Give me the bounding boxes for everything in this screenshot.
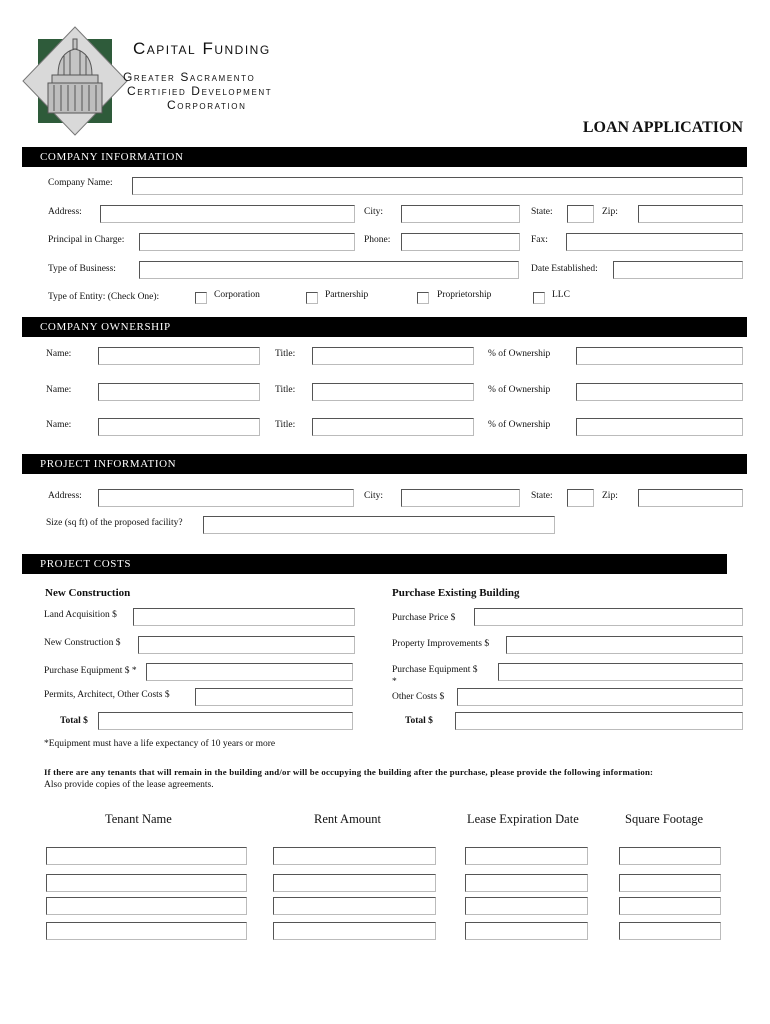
entity-type-label: Type of Entity: (Check One): (48, 292, 160, 302)
corporation-checkbox[interactable] (195, 292, 207, 304)
owner-3-pct-input[interactable] (576, 418, 743, 436)
tenant-3-name-input[interactable] (46, 897, 247, 915)
address-label: Address: (48, 207, 82, 217)
company-information-header: COMPANY INFORMATION (22, 147, 747, 167)
project-costs-header: PROJECT COSTS (22, 554, 727, 574)
tenant-4-name-input[interactable] (46, 922, 247, 940)
lease-expiration-header: Lease Expiration Date (467, 812, 579, 826)
owner-2-name-label: Name: (46, 385, 72, 395)
project-address-input[interactable] (98, 489, 354, 507)
tenant-4-rent-input[interactable] (273, 922, 436, 940)
project-zip-input[interactable] (638, 489, 743, 507)
pe-purchase-equipment-input[interactable] (498, 663, 743, 681)
owner-2-name-input[interactable] (98, 383, 260, 401)
new-construction-title: New Construction (45, 587, 131, 599)
logo-line-2: Certified Development (127, 84, 273, 98)
tenant-2-name-input[interactable] (46, 874, 247, 892)
owner-3-name-label: Name: (46, 420, 72, 430)
owner-3-name-input[interactable] (98, 418, 260, 436)
company-name-label: Company Name: (48, 178, 113, 188)
owner-2-title-label: Title: (275, 385, 296, 395)
tenant-name-header: Tenant Name (105, 812, 172, 826)
capitol-dome-logo-icon (20, 25, 130, 137)
corporation-label: Corporation (214, 290, 260, 300)
owner-1-name-input[interactable] (98, 347, 260, 365)
tenant-2-sqft-input[interactable] (619, 874, 721, 892)
tenant-1-name-input[interactable] (46, 847, 247, 865)
pe-purchase-equipment-label: Purchase Equipment $ (392, 665, 478, 675)
purchase-price-label: Purchase Price $ (392, 613, 456, 623)
other-costs-input[interactable] (457, 688, 743, 706)
project-city-input[interactable] (401, 489, 520, 507)
zip-input[interactable] (638, 205, 743, 223)
owner-3-pct-label: % of Ownership (488, 420, 551, 430)
logo-line-1: Greater Sacramento (123, 70, 256, 84)
nc-purchase-equipment-label: Purchase Equipment $ * (44, 666, 137, 676)
tenant-4-lease-input[interactable] (465, 922, 588, 940)
owner-1-title-label: Title: (275, 349, 296, 359)
tenant-1-lease-input[interactable] (465, 847, 588, 865)
tenant-2-lease-input[interactable] (465, 874, 588, 892)
tenant-1-sqft-input[interactable] (619, 847, 721, 865)
land-acquisition-input[interactable] (133, 608, 355, 626)
project-information-header: PROJECT INFORMATION (22, 454, 747, 474)
tenant-1-rent-input[interactable] (273, 847, 436, 865)
logo-line-3: Corporation (167, 98, 247, 112)
property-improvements-input[interactable] (506, 636, 743, 654)
owner-1-pct-input[interactable] (576, 347, 743, 365)
tenant-3-rent-input[interactable] (273, 897, 436, 915)
tenant-3-lease-input[interactable] (465, 897, 588, 915)
phone-label: Phone: (364, 235, 391, 245)
property-improvements-label: Property Improvements $ (392, 639, 490, 649)
owner-1-pct-label: % of Ownership (488, 349, 551, 359)
tenant-notice: If there are any tenants that will remain in the building and/or will be occupying the building after the purchase, please provide the following information: (44, 767, 654, 777)
facility-size-input[interactable] (203, 516, 555, 534)
pe-total-label: Total $ (405, 716, 433, 726)
pe-purchase-equipment-star: * (392, 677, 397, 687)
partnership-checkbox[interactable] (306, 292, 318, 304)
state-label: State: (531, 207, 553, 217)
logo (20, 25, 310, 137)
company-name-input[interactable] (132, 177, 743, 195)
date-established-label: Date Established: (531, 264, 598, 274)
fax-label: Fax: (531, 235, 548, 245)
owner-2-pct-input[interactable] (576, 383, 743, 401)
new-construction-input[interactable] (138, 636, 355, 654)
project-city-label: City: (364, 491, 384, 501)
state-input[interactable] (567, 205, 594, 223)
nc-purchase-equipment-input[interactable] (146, 663, 353, 681)
owner-1-name-label: Name: (46, 349, 72, 359)
tenant-2-rent-input[interactable] (273, 874, 436, 892)
new-construction-label: New Construction $ (44, 638, 121, 648)
project-address-label: Address: (48, 491, 82, 501)
principal-input[interactable] (139, 233, 355, 251)
phone-input[interactable] (401, 233, 520, 251)
address-input[interactable] (100, 205, 355, 223)
facility-size-label: Size (sq ft) of the proposed facility? (46, 518, 183, 528)
zip-label: Zip: (602, 207, 618, 217)
equipment-footnote: *Equipment must have a life expectancy of 10 years or more (44, 739, 276, 749)
owner-3-title-input[interactable] (312, 418, 474, 436)
business-type-input[interactable] (139, 261, 519, 279)
square-footage-header: Square Footage (625, 812, 704, 826)
llc-checkbox[interactable] (533, 292, 545, 304)
project-state-input[interactable] (567, 489, 594, 507)
company-ownership-header: COMPANY OWNERSHIP (22, 317, 747, 337)
principal-label: Principal in Charge: (48, 235, 125, 245)
proprietorship-label: Proprietorship (437, 290, 492, 300)
owner-2-pct-label: % of Ownership (488, 385, 551, 395)
proprietorship-checkbox[interactable] (417, 292, 429, 304)
project-zip-label: Zip: (602, 491, 618, 501)
logo-title: Capital Funding (133, 39, 271, 58)
project-state-label: State: (531, 491, 553, 501)
fax-input[interactable] (566, 233, 743, 251)
land-acquisition-label: Land Acquisition $ (44, 610, 117, 620)
city-label: City: (364, 207, 384, 217)
owner-2-title-input[interactable] (312, 383, 474, 401)
tenant-notice-2: Also provide copies of the lease agreements. (44, 780, 214, 790)
pe-total-input[interactable] (455, 712, 743, 730)
city-input[interactable] (401, 205, 520, 223)
llc-label: LLC (552, 290, 570, 300)
date-established-input[interactable] (613, 261, 743, 279)
permits-input[interactable] (195, 688, 353, 706)
tenant-4-sqft-input[interactable] (619, 922, 721, 940)
purchase-price-input[interactable] (474, 608, 743, 626)
tenant-3-sqft-input[interactable] (619, 897, 721, 915)
partnership-label: Partnership (325, 290, 369, 300)
owner-1-title-input[interactable] (312, 347, 474, 365)
nc-total-input[interactable] (98, 712, 353, 730)
other-costs-label: Other Costs $ (392, 692, 445, 702)
existing-building-title: Purchase Existing Building (392, 587, 520, 599)
owner-3-title-label: Title: (275, 420, 296, 430)
nc-total-label: Total $ (60, 716, 88, 726)
document-title: LOAN APPLICATION (582, 119, 743, 136)
rent-amount-header: Rent Amount (314, 812, 382, 826)
permits-label: Permits, Architect, Other Costs $ (44, 690, 170, 700)
business-type-label: Type of Business: (48, 264, 116, 274)
